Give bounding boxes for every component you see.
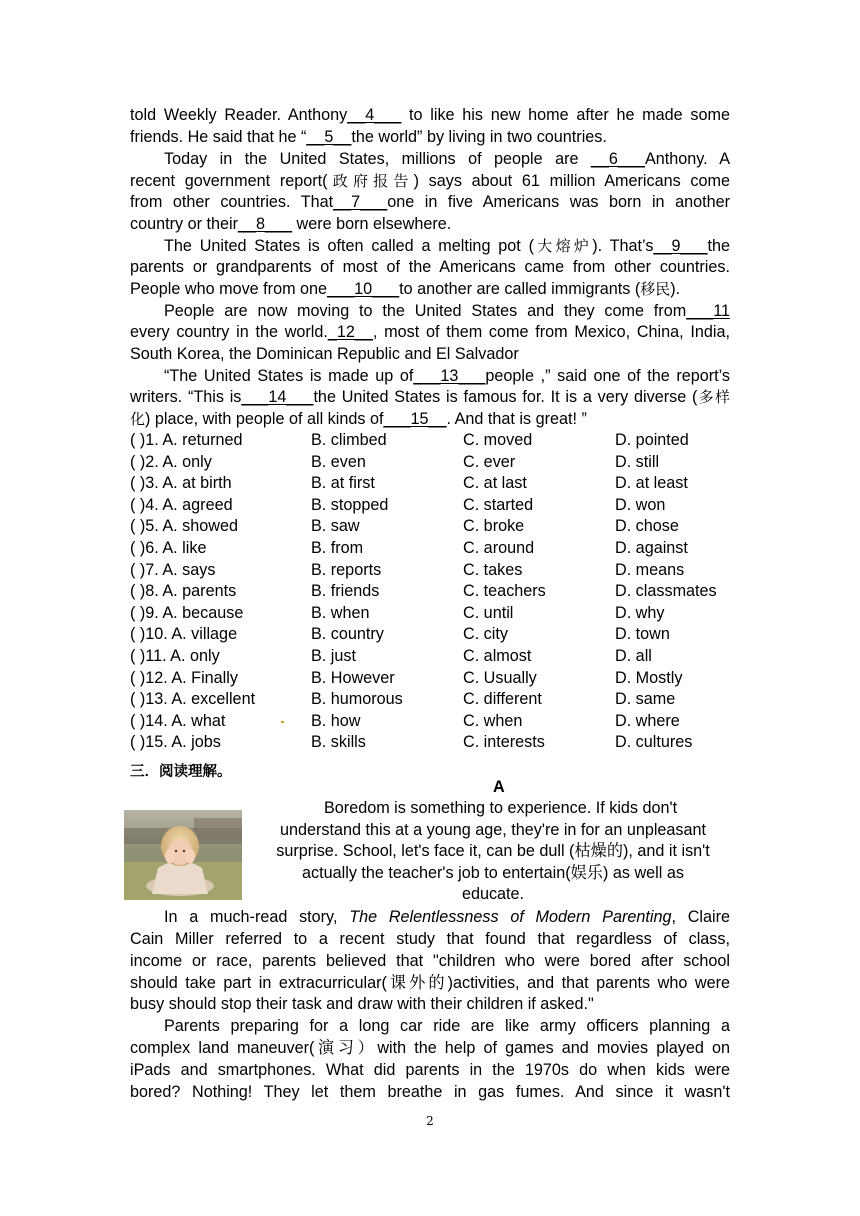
question-option-c: C. takes xyxy=(463,560,523,579)
passage-line: complex land maneuver(演习）with the help of games and movies played on xyxy=(130,1039,730,1057)
question-option-c: C. interests xyxy=(463,733,545,752)
cloze-line-7: The United States is often called a melting pot (大熔炉). That’s__9___the xyxy=(164,237,730,255)
question-option-c: C. different xyxy=(463,690,542,709)
passage-line-title xyxy=(130,907,730,929)
question-option-a: ( )7. A. says xyxy=(130,560,216,579)
question-option-c: C. city xyxy=(463,625,508,644)
passage-line: should take part in extracurricular(课外的)activities, and that parents who were xyxy=(130,973,730,992)
cloze-line-10: People are now moving to the United States and they come from___11 xyxy=(164,302,730,320)
intro-line: surprise. School, let's face it, can be dull (枯燥的), and it isn't xyxy=(276,842,710,861)
question-option-c: C. Usually xyxy=(463,668,537,687)
question-option-b: B. skills xyxy=(311,733,366,752)
passage-text: , Claire xyxy=(671,908,730,926)
question-option-d: D. Mostly xyxy=(615,668,683,687)
question-option-a: ( )13. A. excellent xyxy=(130,690,256,709)
question-option-c: C. broke xyxy=(463,517,525,536)
question-option-b: B. when xyxy=(311,603,370,622)
question-option-a: ( )15. A. jobs xyxy=(130,733,221,752)
question-option-c: C. when xyxy=(463,711,523,730)
cloze-line-14: writers. “This is___14___the United States is famous for. It is a very diverse (多样 xyxy=(130,388,730,406)
question-option-c: C. started xyxy=(463,495,534,514)
cloze-line-4: recent government report(政府报告) says about 61 million Americans come xyxy=(130,172,730,190)
cloze-line-8: parents or grandparents of most of the Americans came from other countries. xyxy=(130,258,730,276)
cloze-line-1: told Weekly Reader. Anthony__4___ to like his new home after he made some xyxy=(130,106,730,124)
intro-line: understand this at a young age, they're in for an unpleasant xyxy=(279,820,707,839)
question-option-a: ( )9. A. because xyxy=(130,603,244,622)
question-option-b: B. reports xyxy=(311,560,382,579)
stray-mark xyxy=(281,721,284,723)
question-option-c: C. around xyxy=(463,539,535,557)
question-option-d: D. won xyxy=(615,495,666,514)
question-option-d: D. where xyxy=(615,711,680,730)
question-option-b: B. how xyxy=(311,711,361,730)
question-option-a: ( )12. A. Finally xyxy=(130,668,238,687)
question-option-d: D. pointed xyxy=(615,431,689,449)
passage-line: busy should stop their task and draw with their children if asked." xyxy=(130,995,594,1014)
question-option-b: B. country xyxy=(311,625,384,644)
intro-line: actually the teacher's job to entertain(娱乐) as well as xyxy=(302,863,684,882)
question-option-d: D. chose xyxy=(615,517,679,536)
question-option-d: D. all xyxy=(615,647,652,665)
question-option-d: D. same xyxy=(615,690,676,709)
question-option-d: D. against xyxy=(615,539,688,557)
question-option-b: B. even xyxy=(311,452,366,471)
question-option-d: D. town xyxy=(615,625,670,644)
cloze-line-3: Today in the United States, millions of people are __6___Anthony. A xyxy=(164,150,730,168)
passage-line: bored? Nothing! They let them breathe in gas fumes. And since it wasn't xyxy=(130,1082,730,1101)
question-option-b: B. at first xyxy=(311,474,375,493)
question-option-b: B. saw xyxy=(311,517,360,536)
question-option-d: D. still xyxy=(615,452,660,471)
intro-line: educate. xyxy=(461,885,525,904)
question-option-d: D. classmates xyxy=(615,582,717,601)
question-option-b: B. However xyxy=(311,668,395,687)
question-option-c: C. at last xyxy=(463,474,527,493)
section-title: 三．阅读理解。 xyxy=(130,764,232,780)
question-option-d: D. why xyxy=(615,603,665,622)
cloze-line-15: 化) place, with people of all kinds of___15__. And that is great! ” xyxy=(130,410,587,428)
question-option-a: ( )2. A. only xyxy=(130,452,212,471)
question-option-b: B. humorous xyxy=(311,690,403,709)
page-number: 2 xyxy=(426,1114,434,1128)
cloze-line-6: country or their__8___ were born elsewhere. xyxy=(130,215,452,233)
question-option-a: ( )5. A. showed xyxy=(130,517,238,536)
passage-line: iPads and smartphones. What did parents in the 1970s do when kids were xyxy=(130,1060,730,1079)
cloze-line-2: friends. He said that he “__5__the world” by living in two countries. xyxy=(130,128,607,146)
question-option-c: C. until xyxy=(463,603,514,622)
passage-text: In a much-read story, xyxy=(164,908,350,926)
passage-line: Cain Miller referred to a recent study that found that regardless of class, xyxy=(130,930,730,948)
cloze-line-5: from other countries. That__7___one in five Americans was born in another xyxy=(130,193,730,211)
cloze-line-13: “The United States is made up of___13___people ,” said one of the report’s xyxy=(164,367,731,385)
question-option-a: ( )11. A. only xyxy=(130,647,220,665)
child-photo xyxy=(124,810,242,900)
story-title: The Relentlessness of Modern Parenting xyxy=(349,908,672,926)
passage-line: income or race, parents believed that "children who were bored after school xyxy=(130,951,730,970)
question-option-a: ( )10. A. village xyxy=(130,625,238,644)
question-option-b: B. friends xyxy=(311,582,380,601)
question-option-c: C. moved xyxy=(463,431,533,449)
question-option-c: C. teachers xyxy=(463,582,546,601)
question-option-a: ( )6. A. like xyxy=(130,539,207,557)
question-option-a: ( )1. A. returned xyxy=(130,431,243,449)
question-option-c: C. ever xyxy=(463,452,516,471)
passage-line: Parents preparing for a long car ride are like army officers planning a xyxy=(164,1017,730,1036)
question-option-a: ( )14. A. what xyxy=(130,711,226,730)
question-option-a: ( )8. A. parents xyxy=(130,582,237,601)
question-option-b: B. stopped xyxy=(311,495,389,514)
cloze-line-12: South Korea, the Dominican Republic and El Salvador xyxy=(130,345,519,363)
question-option-a: ( )3. A. at birth xyxy=(130,474,232,493)
question-option-b: B. climbed xyxy=(311,431,387,449)
cloze-line-9: People who move from one___10___to another are called immigrants (移民). xyxy=(130,280,681,298)
question-option-c: C. almost xyxy=(463,647,532,665)
question-option-a: ( )4. A. agreed xyxy=(130,495,233,514)
intro-line: Boredom is something to experience. If kids don't xyxy=(324,799,678,817)
question-option-b: B. just xyxy=(311,647,356,665)
question-option-d: D. cultures xyxy=(615,733,693,752)
question-option-d: D. means xyxy=(615,560,685,579)
passage-heading: A xyxy=(493,778,505,796)
question-option-d: D. at least xyxy=(615,474,688,493)
cloze-line-11: every country in the world._12__, most of them come from Mexico, China, India, xyxy=(130,323,730,341)
question-option-b: B. from xyxy=(311,539,364,557)
